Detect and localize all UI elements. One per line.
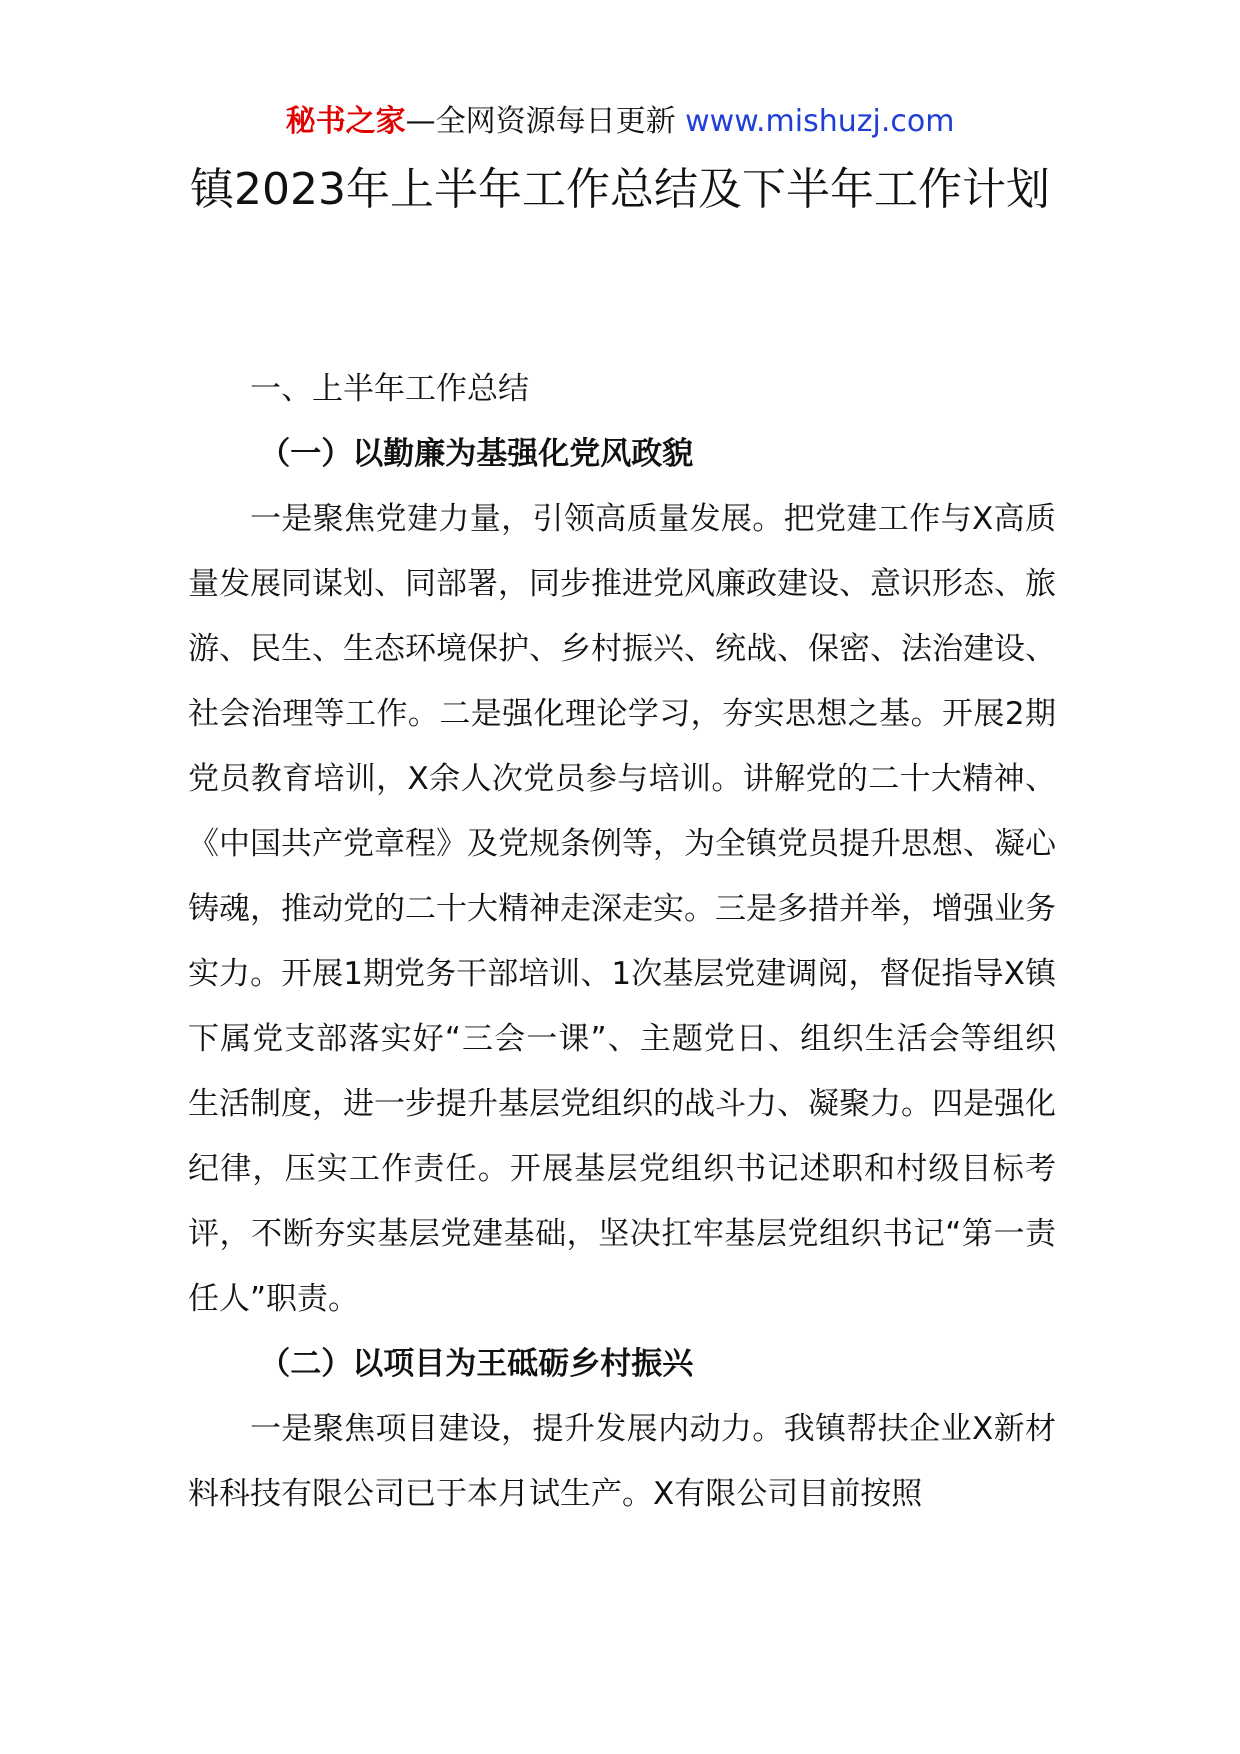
paragraph-2: 一是聚焦项目建设，提升发展内动力。我镇帮扶企业X新材料科技有限公司已于本月试生产。X有限公司目前按照 [188, 1411, 1056, 1512]
document-title: 镇2023年上半年工作总结及下半年工作计划 [190, 164, 1050, 215]
section-heading: 一、上半年工作总结 [250, 371, 529, 407]
site-header [0, 100, 1240, 144]
site-url-link[interactable]: www.mishuzj.com [685, 104, 955, 139]
document-body [188, 357, 1056, 1527]
paragraph-1: 一是聚焦党建力量，引领高质量发展。把党建工作与X高质量发展同谋划、同部署，同步推进党风廉政建设、意识形态、旅游、民生、生态环境保护、乡村振兴、统战、保密、法治建设、社会治理等工作。二是强化理论学习，夯实思想之基。开展2期党员教育培训，X余人次党员参与培训。讲解党的二十大精神、《中国共产党章程》及党规条例等，为全镇党员提升思想、凝心铸魂，推动党的二十大精神走深走实。三是多措并举，增强业务实力。开展1期党务干部培训、1次基层党建调阅，督促指导X镇下属党支部落实好“三会一课”、主题党日、组织生活会等组织生活制度，进一步提升基层党组织的战斗力、凝聚力。四是强化纪律，压实工作责任。开展基层党组织书记述职和村级目标考评，不断夯实基层党建基础，坚决扛牢基层党组织书记“第一责任人”职责。 [188, 501, 1056, 1317]
subsection-heading-1: （一）以勤廉为基强化党风政貌 [259, 436, 694, 472]
header-tagline: —全网资源每日更新 [405, 104, 676, 139]
subsection-heading-2: （二）以项目为王砥砺乡村振兴 [259, 1346, 694, 1382]
brand-name: 秘书之家 [285, 104, 406, 139]
